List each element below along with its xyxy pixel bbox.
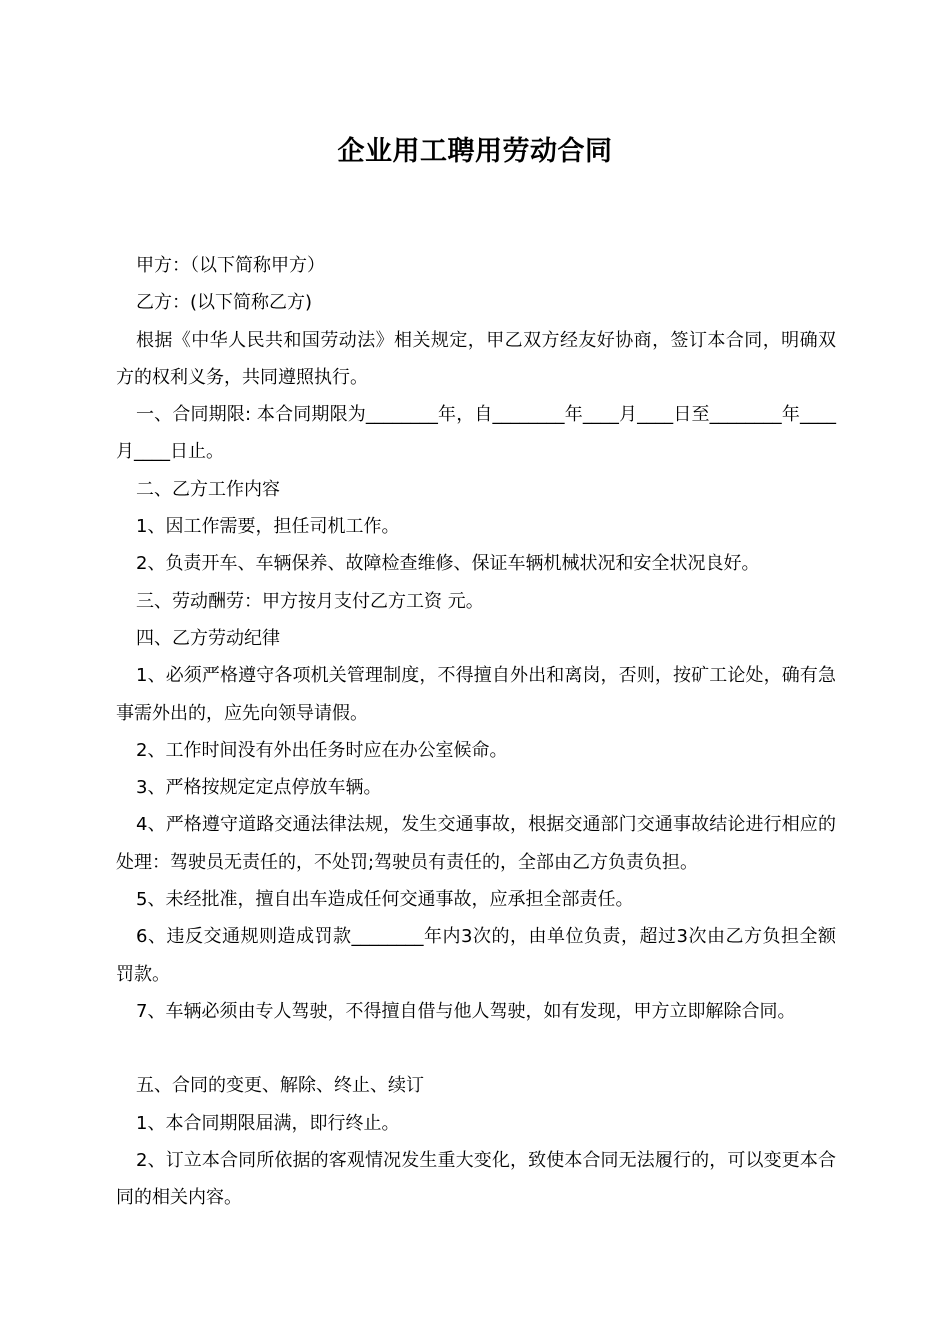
section-4-heading: 四、乙方劳动纪律 bbox=[136, 627, 280, 649]
section-4-item-7: 7、车辆必须由专人驾驶，不得擅自借与他人驾驶，如有发现，甲方立即解除合同。 bbox=[136, 1000, 796, 1022]
section-4-item-4: 4、严格遵守道路交通法律法规，发生交通事故，根据交通部门交通事故结论进行相应的处理：驾驶员无责任的，不处罚;驾驶员有责任的，全部由乙方负责负担。 bbox=[116, 814, 836, 873]
section-4-item-1: 1、必须严格遵守各项机关管理制度，不得擅自外出和离岗，否则，按矿工论处，确有急事需外出的，应先向领导请假。 bbox=[116, 665, 836, 724]
preamble-paragraph: 根据《中华人民共和国劳动法》相关规定，甲乙双方经友好协商，签订本合同，明确双方的权利义务，共同遵照执行。 bbox=[116, 329, 836, 388]
party-a-line: 甲方：（以下简称甲方） bbox=[136, 255, 325, 276]
party-b-line: 乙方：(以下简称乙方) bbox=[136, 292, 313, 314]
section-2-item-1: 1、因工作需要，担任司机工作。 bbox=[136, 516, 400, 538]
document-title: 企业用工聘用劳动合同 bbox=[337, 136, 613, 167]
section-5-item-1: 1、本合同期限届满，即行终止。 bbox=[136, 1112, 400, 1134]
section-2-item-2: 2、负责开车、车辆保养、故障检查维修、保证车辆机械状况和安全状况良好。 bbox=[136, 553, 760, 575]
section-3-remuneration: 三、劳动酬劳：甲方按月支付乙方工资 元。 bbox=[136, 590, 484, 612]
section-4-item-3: 3、严格按规定定点停放车辆。 bbox=[136, 777, 382, 799]
section-5-heading: 五、合同的变更、解除、终止、续订 bbox=[136, 1075, 424, 1097]
section-4-item-5: 5、未经批准，擅自出车造成任何交通事故，应承担全部责任。 bbox=[136, 889, 634, 911]
section-4-item-2: 2、工作时间没有外出任务时应在办公室候命。 bbox=[136, 739, 508, 761]
section-2-heading: 二、乙方工作内容 bbox=[136, 478, 280, 500]
section-5-item-2: 2、订立本合同所依据的客观情况发生重大变化，致使本合同无法履行的，可以变更本合同的相关内容。 bbox=[116, 1149, 836, 1209]
section-4-item-6: 6、违反交通规则造成罚款________年内3次的，由单位负责，超过3次由乙方负担全额罚款。 bbox=[116, 926, 836, 985]
document-body bbox=[116, 247, 836, 1216]
section-1-contract-term: 一、合同期限: 本合同期限为________年，自________年____月____日至________年____月____日止。 bbox=[116, 404, 836, 463]
